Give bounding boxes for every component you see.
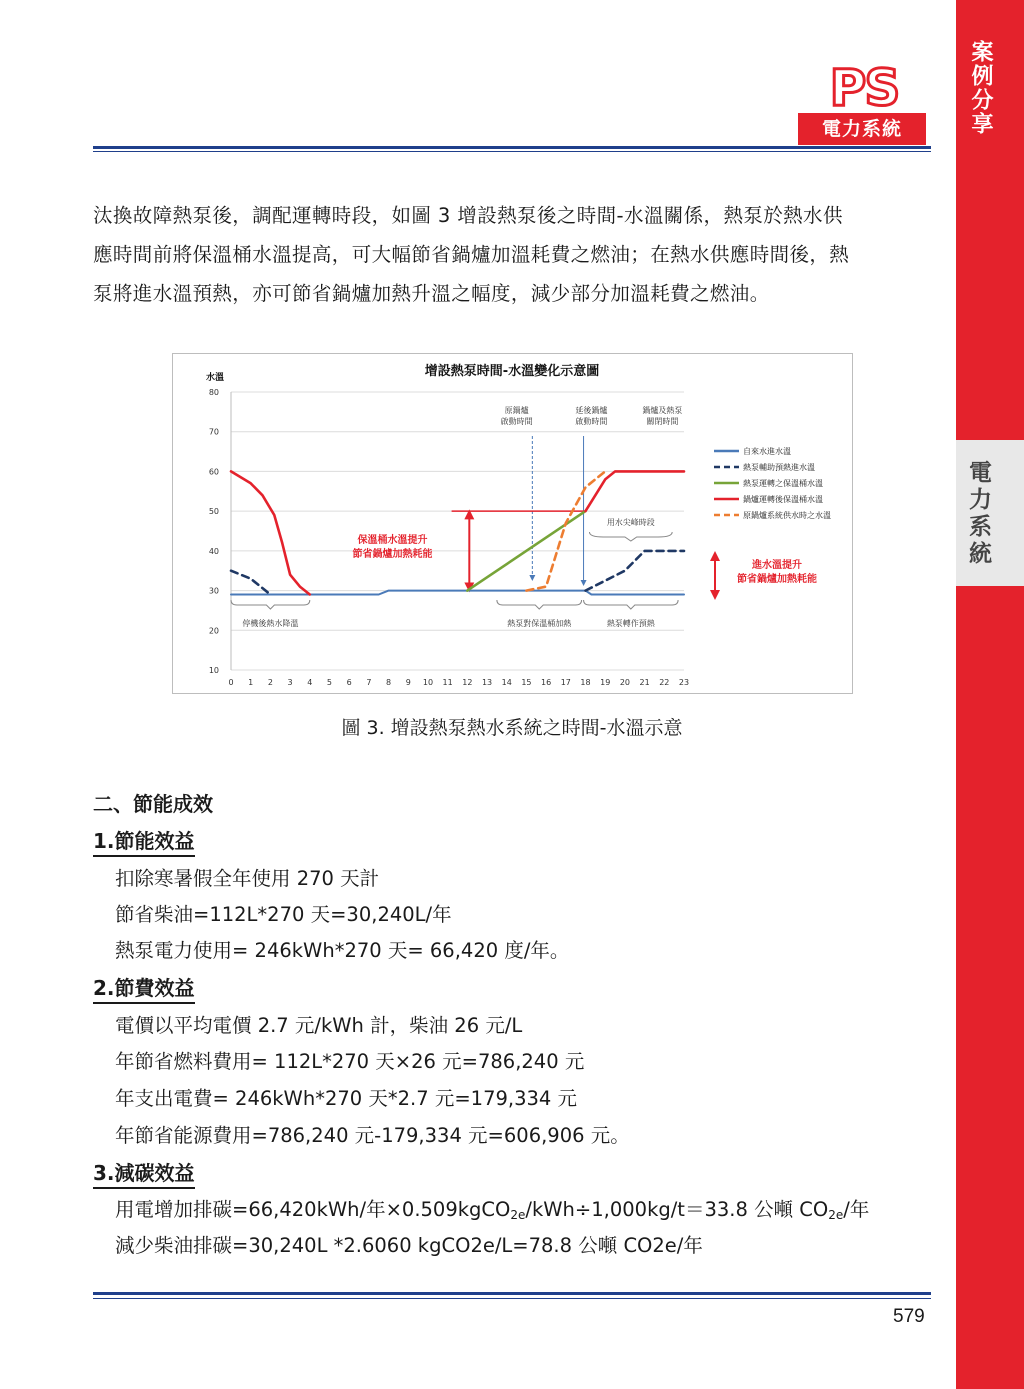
x-tick-label: 10: [422, 678, 434, 687]
body-paragraph: [93, 196, 938, 313]
text-line: 年支出電費= 246kWh*270 天*2.7 元=179,334 元: [115, 1087, 577, 1110]
x-tick-label: 0: [228, 678, 234, 687]
text-segment: 用電增加排碳=66,420kWh/年×0.509kgCO: [115, 1198, 511, 1221]
x-tick-label: 9: [405, 678, 411, 687]
x-tick-label: 6: [346, 678, 352, 687]
series-line: [586, 551, 685, 591]
x-tick-label: 19: [600, 678, 611, 687]
header-rule-thin: [93, 151, 931, 152]
text-line: 年節省能源費用=786,240 元-179,334 元=606,906 元。: [115, 1124, 630, 1147]
text-line: 電價以平均電價 2.7 元/kWh 計，柴油 26 元/L: [115, 1014, 523, 1037]
subscript: 2e: [510, 1208, 526, 1222]
x-tick-label: 13: [481, 678, 493, 687]
hp-tank-label: 熱泵對保溫桶加熱: [507, 619, 572, 628]
y-tick-label: 70: [208, 427, 219, 437]
text-line: 減少柴油排碳=30,240L *2.6060 kgCO2e/L=78.8 公噸 CO2e/年: [115, 1234, 703, 1257]
text-segment: /年: [843, 1198, 870, 1221]
x-tick-label: 2: [267, 678, 273, 687]
x-tick-label: 3: [287, 678, 293, 687]
legend-label: 熱泵運轉之保溫桶水溫: [743, 479, 823, 488]
side-bar: [956, 0, 1024, 1389]
cooldown-bracket: [231, 600, 310, 609]
series-line: [231, 591, 684, 595]
section-badge: 電力系統: [798, 113, 926, 145]
text-line: 節省柴油=112L*270 天=30,240L/年: [115, 903, 452, 926]
x-tick-label: 12: [462, 678, 473, 687]
hp-preheat-bracket: [584, 600, 679, 609]
text-line: 年節省燃料費用= 112L*270 天×26 元=786,240 元: [115, 1050, 585, 1073]
x-tick-label: 22: [659, 678, 670, 687]
cooldown-label: 停機後熱水降溫: [242, 619, 299, 628]
page-number: 579: [893, 1306, 925, 1327]
side-section-label: 案例分享: [968, 40, 993, 136]
footer-rule: [93, 1292, 931, 1295]
subsection-title: 1.節能效益: [93, 825, 195, 857]
legend-label: 自來水進水溫: [743, 447, 791, 456]
start-delayed-label: 啟動時間: [575, 417, 608, 426]
chart-svg: [173, 354, 852, 693]
text-line: [115, 1194, 869, 1222]
footer-rule-thin: [93, 1298, 931, 1299]
y-tick-label: 40: [208, 546, 219, 556]
paragraph-line: 泵將進水溫預熱，亦可節省鍋爐加熱升溫之幅度，減少部分加溫耗費之燃油。: [93, 282, 770, 305]
peak-bracket: [589, 532, 672, 541]
y-tick-label: 50: [208, 507, 219, 517]
legend-label: 原鍋爐系統供水時之水溫: [743, 511, 831, 520]
start-original-label: 啟動時間: [500, 417, 533, 426]
start-delayed-label: 延後鍋爐: [575, 406, 608, 415]
y-tick-label: 20: [208, 626, 219, 636]
header-rule: [93, 146, 931, 149]
text-line: 扣除寒暑假全年使用 270 天計: [115, 867, 380, 890]
paragraph-line: 汰換故障熱泵後，調配運轉時段，如圖 3 增設熱泵後之時間-水溫關係，熱泵於熱水供: [93, 204, 843, 227]
shutdown-label: 鍋爐及熱泵: [642, 406, 683, 415]
y-tick-label: 10: [208, 666, 219, 675]
x-tick-label: 5: [326, 678, 333, 687]
x-tick-label: 14: [501, 678, 512, 687]
x-tick-label: 15: [521, 678, 532, 687]
ps-logo: [812, 63, 916, 111]
x-tick-label: 21: [639, 678, 650, 687]
y-tick-label: 80: [208, 388, 219, 397]
x-tick-label: 4: [307, 678, 313, 687]
x-tick-label: 18: [580, 678, 591, 687]
y-axis-label: 水溫: [206, 373, 225, 383]
x-tick-label: 11: [442, 678, 453, 687]
peak-label: 用水尖峰時段: [606, 518, 655, 527]
start-original-label: 原鍋爐: [504, 406, 529, 415]
legend-label: 熱泵輔助預熱進水溫: [743, 463, 815, 472]
subsection-title: 2.節費效益: [93, 972, 195, 1004]
legend-label: 鍋爐運轉後保溫桶水溫: [743, 495, 823, 504]
x-tick-label: 23: [678, 678, 690, 687]
x-tick-label: 8: [386, 678, 392, 687]
x-tick-label: 20: [619, 678, 631, 687]
ps-logo-text: PS: [829, 63, 899, 111]
x-tick-label: 16: [541, 678, 552, 687]
shutdown-label: 關閉時間: [646, 417, 679, 426]
paragraph-line: 應時間前將保溫桶水溫提高，可大幅節省鍋爐加溫耗費之燃油；在熱水供應時間後，熱: [93, 243, 850, 266]
subsection-title: 3.減碳效益: [93, 1157, 195, 1189]
hp-tank-bracket: [497, 600, 582, 609]
text-line: 熱泵電力使用= 246kWh*270 天= 66,420 度/年。: [115, 939, 570, 962]
chart-figure: [172, 353, 853, 694]
figure-caption: 圖 3. 增設熱泵熱水系統之時間-水溫示意: [341, 717, 683, 739]
x-tick-label: 17: [560, 678, 571, 687]
tank-raise-label: 節省鍋爐加熱耗能: [352, 549, 433, 560]
chart-title: 增設熱泵時間-水溫變化示意圖: [424, 364, 600, 379]
x-tick-label: 7: [366, 678, 372, 687]
text-segment: /kWh÷1,000kg/t＝33.8 公噸 CO: [525, 1198, 829, 1221]
x-tick-label: 1: [248, 678, 254, 687]
inlet-raise-label: 節省鍋爐加熱耗能: [737, 574, 817, 585]
y-tick-label: 30: [208, 586, 219, 596]
section-heading: 二、節能成效: [93, 792, 213, 816]
hp-preheat-label: 熱泵轉作預熱: [606, 619, 655, 628]
side-tab-label: 電力系統: [965, 460, 991, 568]
inlet-raise-label: 進水溫提升: [752, 560, 802, 571]
subscript: 2e: [828, 1208, 844, 1222]
series-line: [526, 471, 605, 590]
y-tick-label: 60: [208, 467, 219, 477]
series-line: [586, 471, 685, 511]
tank-raise-label: 保溫桶水溫提升: [357, 535, 428, 546]
